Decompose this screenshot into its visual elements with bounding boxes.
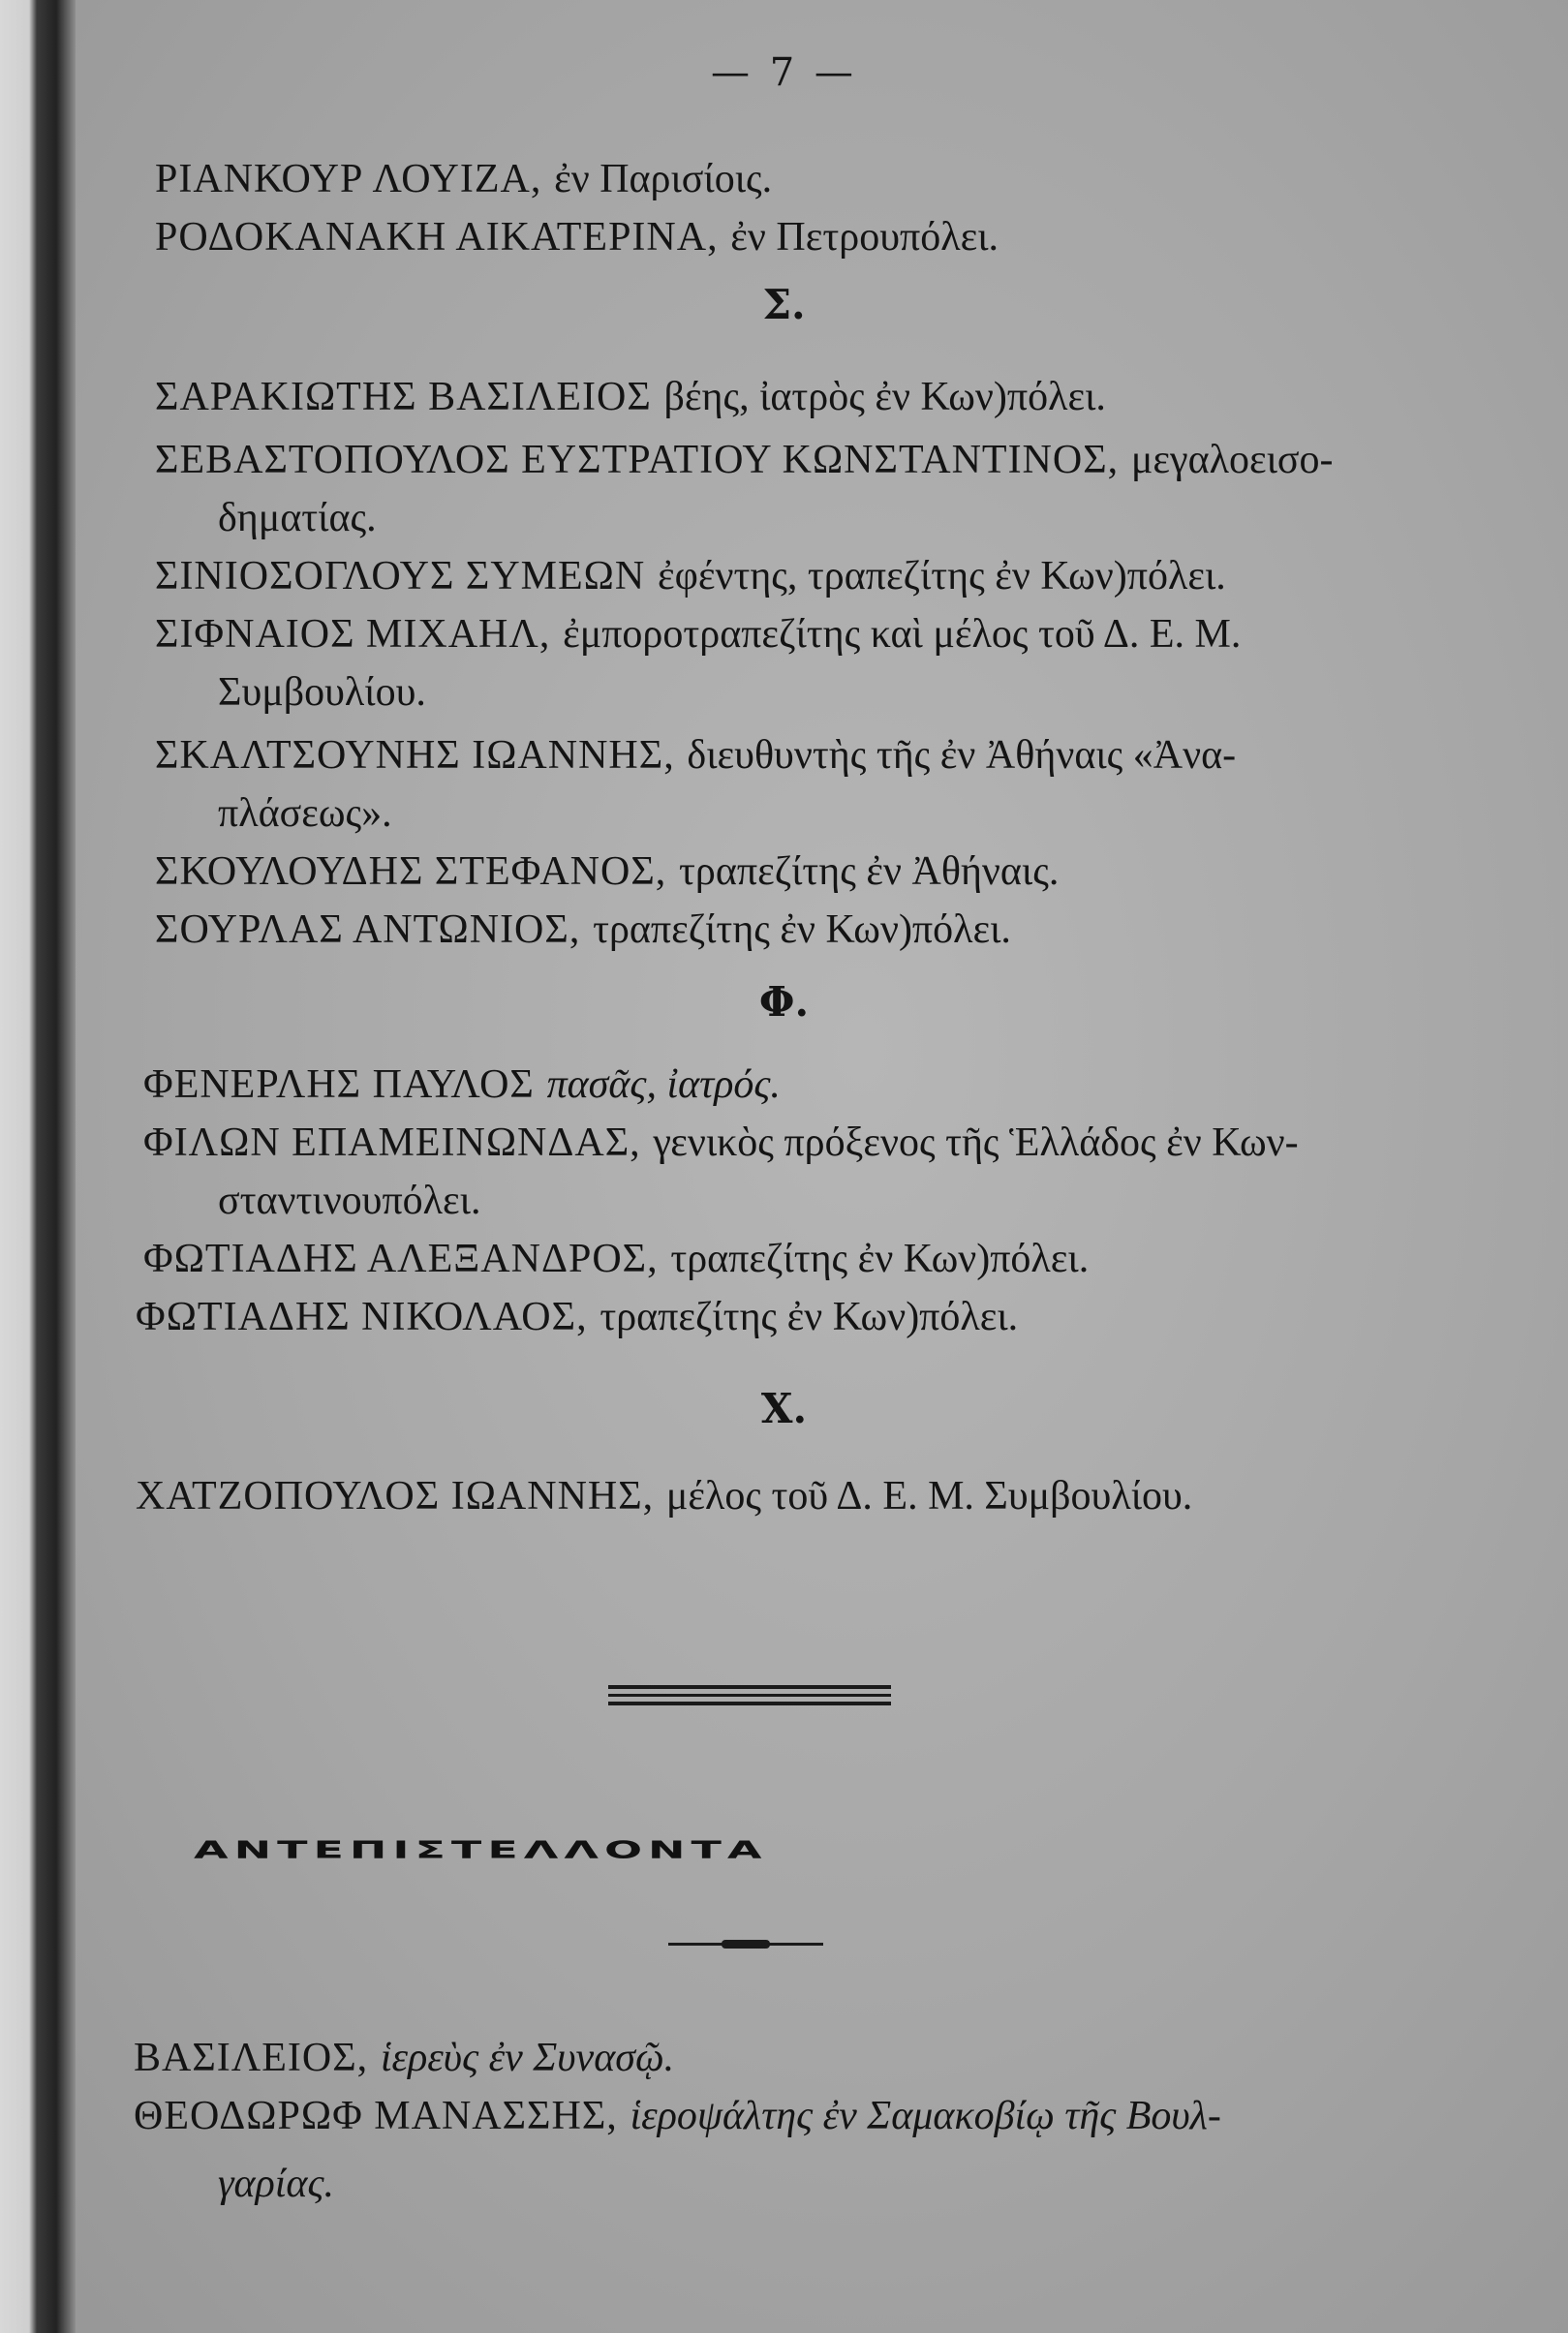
entry-continuation: [218, 2150, 334, 2218]
entry-description: διευθυντὴς τῆς ἐν Ἀθήναις «Ἀνα-: [687, 733, 1237, 778]
entry-description-cont: δηματίας.: [218, 496, 377, 540]
list-item: [155, 896, 1011, 964]
ornament-center: [722, 1940, 770, 1949]
entry-description: ἐφέντης, τραπεζίτης ἐν Κων)πόλει.: [657, 554, 1226, 599]
page-number: — 7 —: [711, 50, 857, 95]
list-item: [155, 203, 999, 271]
entry-name: ΣΚΑΛΤΣΟΥΝΗΣ ΙΩΑΝΝΗΣ,: [155, 733, 675, 778]
entry-description: μεγαλοεισο-: [1130, 438, 1334, 482]
list-item: [134, 2082, 1221, 2150]
entry-name: ΣΙΝΙΟΣΟΓΛΟΥΣ ΣΥΜΕΩΝ: [155, 554, 646, 599]
section-letter-x: Χ.: [760, 1385, 808, 1432]
entry-description: τραπεζίτης ἐν Κων)πόλει.: [600, 1295, 1019, 1339]
section-letter-f: Φ.: [758, 978, 810, 1026]
entry-description-cont: Συμβουλίου.: [218, 670, 426, 715]
list-item: [136, 1283, 1018, 1351]
entry-description: ἱερεὺς ἐν Συνασῷ.: [380, 2036, 675, 2080]
entry-description-cont: γαρίας.: [218, 2162, 335, 2206]
entry-description: τραπεζίτης ἐν Κων)πόλει.: [670, 1237, 1090, 1281]
divider-rule: [608, 1694, 891, 1697]
section-heading: ΑΝΤΕΠΙΣΤΕΛΛΟΝΤΑ: [194, 1835, 768, 1864]
entry-name: ΧΑΤΖΟΠΟΥΛΟΣ ΙΩΑΝΝΗΣ,: [136, 1474, 655, 1519]
entry-name: ΦΩΤΙΑΔΗΣ ΝΙΚΟΛΑΟΣ,: [136, 1295, 588, 1339]
entry-name: ΣΟΥΡΛΑΣ ΑΝΤΩΝΙΟΣ,: [155, 907, 581, 952]
entry-description-cont: σταντινουπόλει.: [218, 1179, 481, 1223]
entry-name: ΣΕΒΑΣΤΟΠΟΥΛΟΣ ΕΥΣΤΡΑΤΙΟΥ ΚΩΝΣΤΑΝΤΙΝΟΣ,: [155, 438, 1120, 482]
entry-name: ΦΕΝΕΡΛΗΣ ΠΑΥΛΟΣ: [143, 1062, 535, 1107]
entry-continuation: [218, 659, 426, 726]
book-spine: [0, 0, 76, 2333]
list-item: [155, 363, 1106, 431]
entry-description: πασᾶς, ἰατρός.: [546, 1062, 781, 1107]
entry-description: ἐμποροτραπεζίτης καὶ μέλος τοῦ Δ. Ε. Μ.: [563, 612, 1242, 657]
list-item: [136, 1462, 1192, 1530]
entry-name: ΣΚΟΥΛΟΥΔΗΣ ΣΤΕΦΑΝΟΣ,: [155, 849, 667, 894]
divider-rule: [608, 1702, 891, 1705]
entry-name: ΡΙΑΝΚΟΥΡ ΛΟΥΙΖΑ,: [155, 157, 542, 201]
divider-rule: [608, 1685, 891, 1689]
entry-description: μέλος τοῦ Δ. Ε. Μ. Συμβουλίου.: [665, 1474, 1193, 1519]
entry-name: ΘΕΟΔΩΡΩΦ ΜΑΝΑΣΣΗΣ,: [134, 2094, 618, 2138]
entry-name: ΡΟΔΟΚΑΝΑΚΗ ΑΙΚΑΤΕΡΙΝΑ,: [155, 215, 719, 260]
entry-name: ΣΙΦΝΑΙΟΣ ΜΙΧΑΗΛ,: [155, 612, 551, 657]
entry-description: ἱεροψάλτης ἐν Σαμακοβίῳ τῆς Βουλ-: [630, 2094, 1221, 2138]
entry-name: ΦΩΤΙΑΔΗΣ ΑΛΕΞΑΝΔΡΟΣ,: [143, 1237, 659, 1281]
entry-description: βέης, ἰατρὸς ἐν Κων)πόλει.: [663, 375, 1106, 419]
entry-description: γενικὸς πρόξενος τῆς Ἑλλάδος ἐν Κων-: [653, 1120, 1299, 1165]
entry-description: τραπεζίτης ἐν Ἀθήναις.: [679, 849, 1060, 894]
entry-name: ΦΙΛΩΝ ΕΠΑΜΕΙΝΩΝΔΑΣ,: [143, 1120, 641, 1165]
entry-description-cont: πλάσεως».: [218, 791, 392, 836]
entry-description: ἐν Παρισίοις.: [554, 157, 773, 201]
entry-description: τραπεζίτης ἐν Κων)πόλει.: [593, 907, 1011, 952]
entry-name: ΒΑΣΙΛΕΙΟΣ,: [134, 2036, 369, 2080]
entry-description: ἐν Πετρουπόλει.: [730, 215, 999, 260]
section-letter-s: Σ.: [762, 281, 806, 328]
entry-name: ΣΑΡΑΚΙΩΤΗΣ ΒΑΣΙΛΕΙΟΣ: [155, 375, 652, 419]
